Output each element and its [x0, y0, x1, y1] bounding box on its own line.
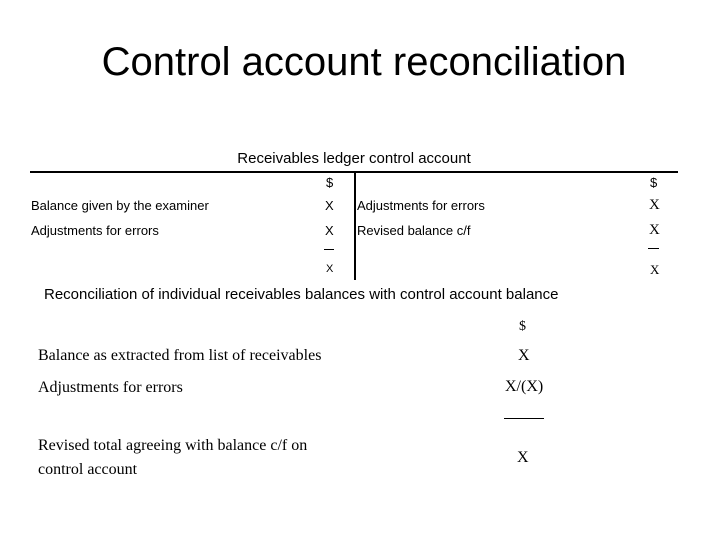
debit-row-label: Adjustments for errors [31, 223, 159, 238]
reconciliation-row-value: X [518, 347, 530, 364]
reconciliation-currency-header: $ [519, 319, 526, 334]
debit-currency-header: $ [326, 175, 334, 190]
credit-row-value: X [649, 222, 660, 238]
t-account-divider [354, 172, 356, 280]
reconciliation-row-label: Adjustments for errors [38, 379, 183, 396]
reconciliation-row-label: Revised total agreeing with balance c/f on [38, 437, 308, 454]
debit-row-value: X [325, 223, 334, 238]
debit-row-label: Balance given by the examiner [31, 198, 209, 213]
credit-total-rule [648, 248, 659, 249]
reconciliation-total-rule [504, 418, 544, 419]
reconciliation-title: Reconciliation of individual receivables balances with control account balance [44, 286, 559, 303]
reconciliation-row-value: X [517, 449, 529, 466]
page-title: Control account reconciliation [101, 40, 627, 84]
debit-total-value: X [326, 263, 334, 275]
reconciliation-row-value: X/(X) [505, 378, 544, 395]
credit-row-label: Adjustments for errors [357, 198, 485, 213]
reconciliation-row-label: Balance as extracted from list of receivables [38, 347, 322, 364]
credit-total-value: X [650, 262, 660, 277]
credit-row-value: X [649, 197, 660, 213]
debit-total-rule [324, 249, 334, 250]
control-account-title: Receivables ledger control account [237, 150, 471, 167]
credit-row-label: Revised balance c/f [357, 223, 471, 238]
reconciliation-row-label: control account [38, 461, 138, 478]
credit-currency-header: $ [650, 175, 658, 190]
debit-row-value: X [325, 198, 334, 213]
